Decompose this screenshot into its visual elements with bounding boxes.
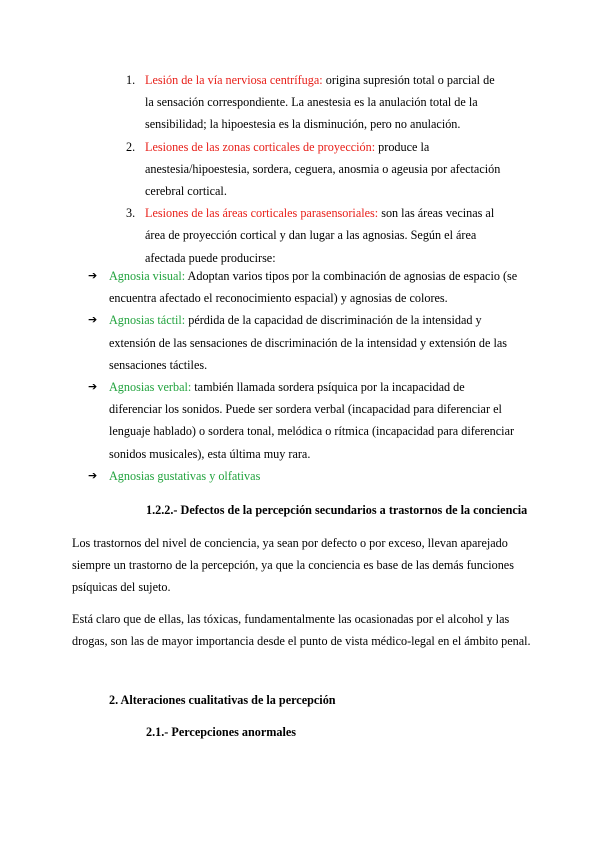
list-text: Adoptan varios tipos por la combinación de agnosias de espacio (se encuentra afectado el reconocimiento espacial) y agnosias de colores. [109,269,518,306]
list-item [0,465,519,487]
numbered-list [0,69,600,269]
paragraph: Los trastornos del nivel de conciencia, ya sean por defecto o por exceso, llevan aparejado siempre un trastorno de la percepción, ya que la conciencia es base de las demás funciones psíquicas del sujeto. [72,536,514,595]
section-subheading: 1.2.2.- Defectos de la percepción secundarios a trastornos de la conciencia [146,503,528,517]
list-text: pérdida de la capacidad de discriminación de la intensidad y extensión de las sensaciones de discriminación de la intensidad y extensión de las sensaciones táctiles. [109,313,508,372]
arrow-icon: ➔ [88,269,98,282]
list-number: 1. [126,73,136,87]
paragraph: Está claro que de ellas, las tóxicas, fundamentalmente las ocasionadas por el alcohol y las drogas, son las de mayor importancia desde el punto de vista médico-legal en el ámbito penal. [72,612,531,649]
list-item [0,376,519,465]
arrow-icon: ➔ [88,313,98,327]
section-heading: 2. Alteraciones cualitativas de la percepción [109,693,336,707]
subsection-heading: 2.1.- Percepciones anormales [146,725,297,739]
arrow-icon: ➔ [88,468,98,482]
arrow-list [0,265,600,487]
list-number: 3. [126,206,136,221]
list-text: produce la anestesia/hipoestesia, sordera, ceguera, anosmia o ageusia por afectación cerebral cortical. [145,139,501,199]
list-text: son las áreas vecinas al área de proyección cortical y dan lugar a las agnosias. Según el área afectada puede producirse: [145,206,495,265]
list-term: Lesiones de las áreas corticales parasensoriales: [145,206,379,221]
list-text: origina supresión total o parcial de la sensación correspondiente. La anestesia es la anulación total de la sensibilidad; la hipoestesia es la disminución, pero no anulación. [145,73,495,132]
list-number: 2. [126,139,136,154]
list-term: Agnosias gustativas y olfativas [109,468,261,483]
list-item [0,309,519,376]
list-term: Lesión de la vía nerviosa centrífuga: [145,73,323,87]
list-text: también llamada sordera psíquica por la incapacidad de diferenciar los sonidos. Puede ser sordera verbal (incapacidad para diferenciar el lenguaje hablado) o sordera tonal, melódica o rítmica (incapacidad para diferenciar sonidos musicales), esta última muy rara. [109,380,515,461]
list-item [0,69,505,136]
list-term: Agnosia visual: [109,269,186,283]
list-item [0,265,519,309]
arrow-icon: ➔ [88,380,98,394]
list-item [0,136,505,203]
list-term: Agnosias táctil: [109,313,186,328]
list-term: Lesiones de las zonas corticales de proyección: [145,139,376,154]
list-term: Agnosias verbal: [109,380,192,395]
list-item [0,202,505,269]
